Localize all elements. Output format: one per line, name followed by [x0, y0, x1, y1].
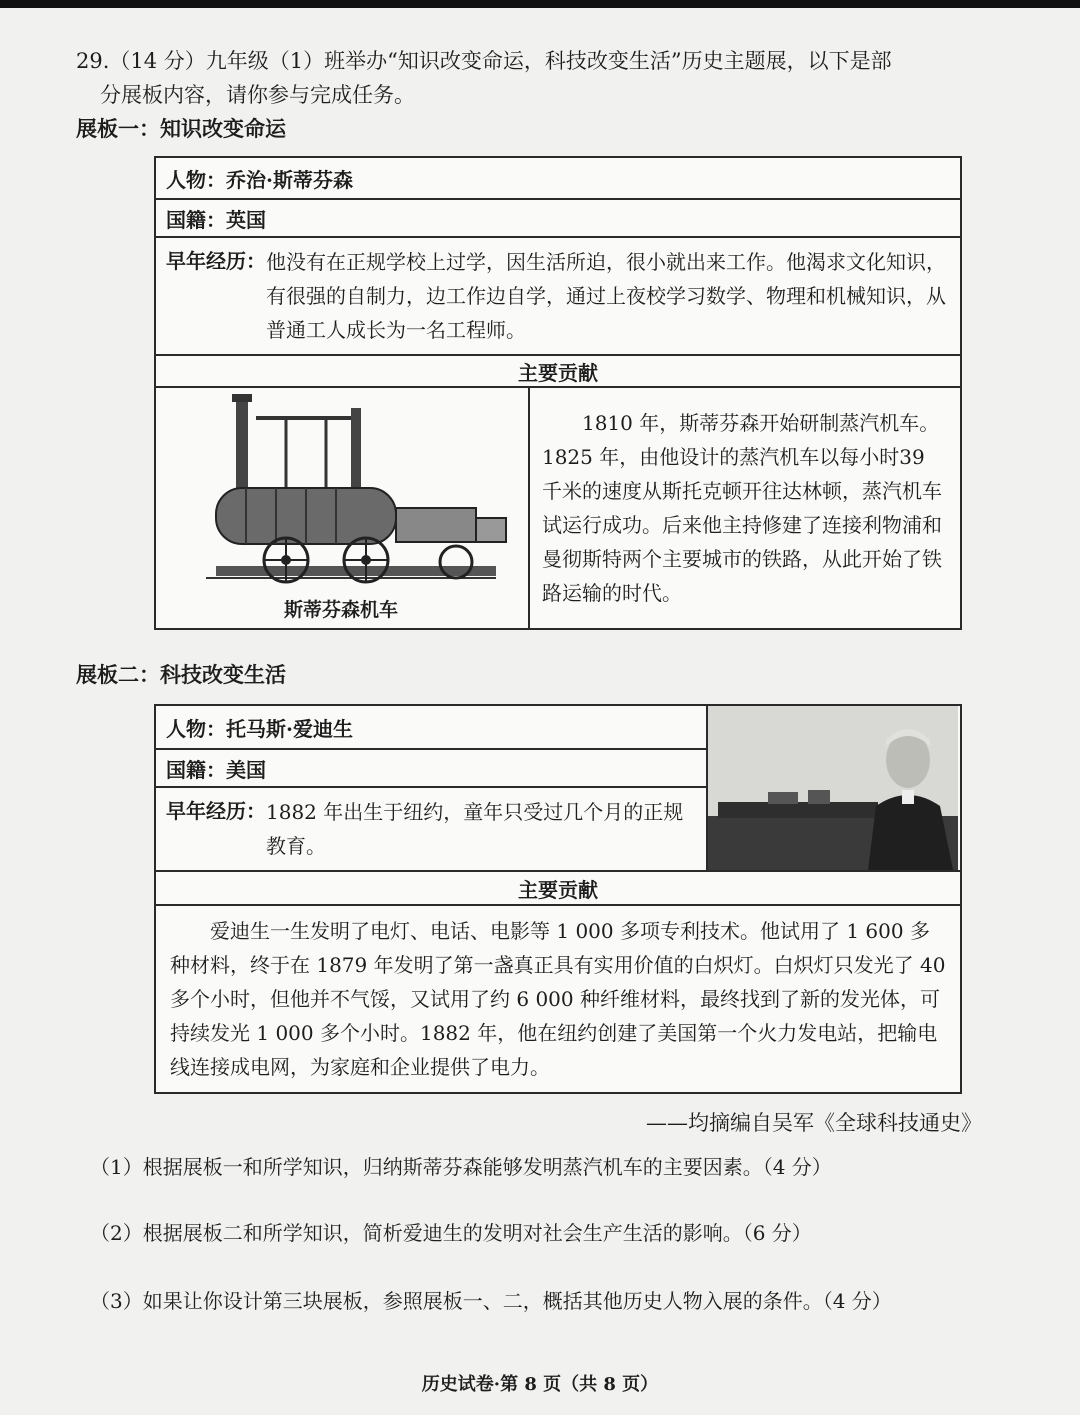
board2-early-text: 1882 年出生于纽约，童年只受过几个月的正规教育。 [266, 800, 684, 858]
board1-early-label: 早年经历： [166, 249, 266, 273]
board2-early-label: 早年经历： [166, 799, 266, 823]
board2-early-life [155, 787, 707, 871]
board1-title: 展板一：知识改变命运 [76, 116, 286, 141]
board1-contrib-text-cell [529, 387, 961, 629]
source-citation: ——均摘编自吴军《全球科技通史》 [646, 1111, 982, 1135]
board1-early-life [155, 237, 961, 355]
board1-image-cell [155, 387, 529, 629]
top-edge [0, 0, 1080, 8]
subquestion-1: （1）根据展板一和所学知识，归纳斯蒂芬森能够发明蒸汽机车的主要因素。（4 分） [90, 1155, 832, 1179]
board1-table [154, 156, 962, 630]
steam-locomotive-illustration [156, 388, 526, 598]
subquestion-2: （2）根据展板二和所学知识，简析爱迪生的发明对社会生产生活的影响。（6 分） [90, 1221, 812, 1245]
board2-contrib-header: 主要贡献 [155, 871, 961, 905]
board2-nationality: 国籍：美国 [155, 749, 707, 787]
board1-contrib-header: 主要贡献 [155, 355, 961, 387]
question-line-2: 分展板内容，请你参与完成任务。 [100, 83, 415, 107]
board2-photo-cell [707, 705, 961, 871]
board1-contrib-text: 1810 年，斯蒂芬森开始研制蒸汽机车。1825 年，由他设计的蒸汽机车以每小时39 千米的速度从斯托克顿开往达林顿，蒸汽机车试运行成功。后来他主持修建了连接利物浦和曼彻斯特两个主要城市的铁路，从此开始了铁路运输的时代。 [541, 411, 942, 605]
question-line-1: 29.（14 分）九年级（1）班举办“知识改变命运，科技改变生活”历史主题展，以下是部 [76, 49, 892, 73]
board2-contrib-text-cell [155, 905, 961, 1093]
edison-portrait-photo [708, 706, 958, 870]
board2-title: 展板二：科技改变生活 [76, 662, 286, 687]
board1-person: 人物：乔治·斯蒂芬森 [155, 157, 961, 199]
board1-early-text: 他没有在正规学校上过学，因生活所迫，很小就出来工作。他渴求文化知识，有很强的自制力，边工作边自学，通过上夜校学习数学、物理和机械知识，从普通工人成长为一名工程师。 [266, 250, 946, 342]
board1-image-caption: 斯蒂芬森机车 [283, 599, 398, 621]
board1-nationality: 国籍：英国 [155, 199, 961, 237]
page-footer: 历史试卷·第 8 页（共 8 页） [421, 1374, 659, 1395]
subquestion-3: （3）如果让你设计第三块展板，参照展板一、二，概括其他历史人物入展的条件。（4 分） [90, 1289, 892, 1313]
board2-person: 人物：托马斯·爱迪生 [155, 705, 707, 749]
board2-contrib-text: 爱迪生一生发明了电灯、电话、电影等 1 000 多项专利技术。他试用了 1 600 多种材料，终于在 1879 年发明了第一盏真正具有实用价值的白炽灯。白炽灯只发光了 40 多个小时，但他并不气馁，又试用了约 6 000 种纤维材料，最终找到了新的发光体，可持续发光 1 000 多个小时。1882 年，他在纽约创建了美国第一个火力发电站，把输电线连接成电网，为家庭和企业提供了电力。 [170, 919, 946, 1079]
board2-table [154, 704, 962, 1094]
